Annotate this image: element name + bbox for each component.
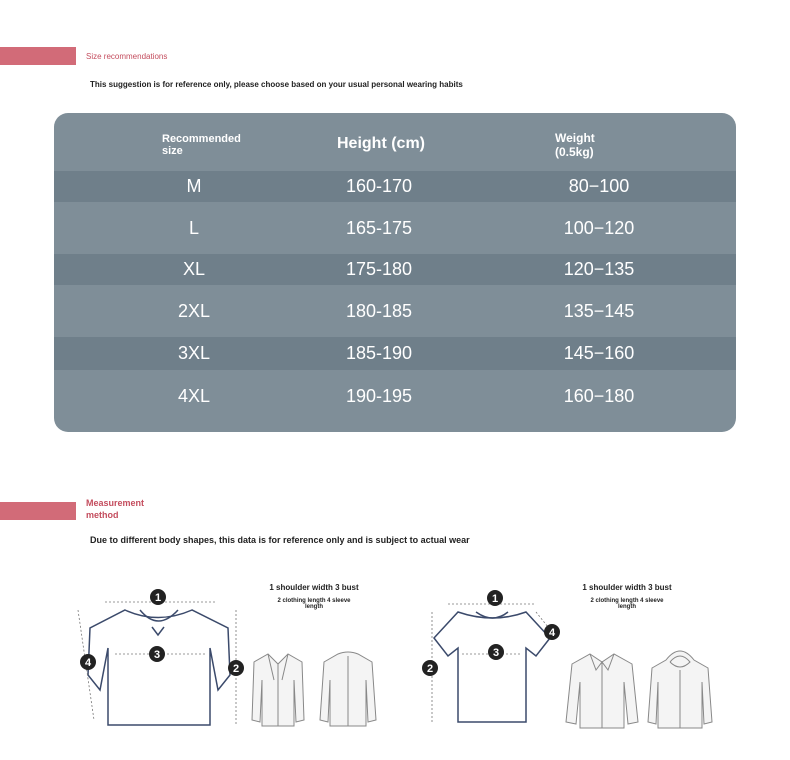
size-section-title: Size recommendations xyxy=(86,52,168,61)
size-cell: M xyxy=(186,176,202,196)
height-cell: 185-190 xyxy=(345,343,413,363)
height-cell: 180-185 xyxy=(345,300,413,321)
marker-2-icon xyxy=(228,660,244,676)
weight-cell: 160−180 xyxy=(563,385,635,406)
header-weight: Weight (0.5kg) xyxy=(555,131,595,159)
height-cell: 160-170 xyxy=(345,176,413,196)
svg-text:4: 4 xyxy=(548,627,556,639)
jacket-icon xyxy=(318,650,378,728)
shirt-icon xyxy=(562,650,642,730)
left-caption: 1 shoulder width 3 bust 2 clothing length 4 sleeve length xyxy=(269,583,359,610)
svg-text:2: 2 xyxy=(232,663,240,675)
weight-cell: 100−120 xyxy=(563,217,635,238)
table-header xyxy=(54,113,736,171)
svg-text:2: 2 xyxy=(426,663,434,675)
hoodie-icon xyxy=(646,646,714,730)
table-row xyxy=(54,285,736,337)
size-cell: XL xyxy=(182,259,206,279)
height-cell: 165-175 xyxy=(345,217,413,238)
svg-text:3: 3 xyxy=(153,649,161,661)
weight-cell: 145−160 xyxy=(563,343,635,363)
marker-1-icon xyxy=(150,589,166,605)
tshirt-measure-diagram xyxy=(418,590,558,730)
measure-section-note: Due to different body shapes, this data is for reference only and is subject to actual wear xyxy=(90,535,470,545)
size-cell: 2XL xyxy=(177,300,211,321)
height-cell: 175-180 xyxy=(345,259,413,279)
svg-text:4: 4 xyxy=(84,657,92,669)
weight-cell: 135−145 xyxy=(563,300,635,321)
svg-text:1: 1 xyxy=(154,592,162,604)
size-table xyxy=(54,113,736,432)
section-accent-bar xyxy=(0,502,76,520)
size-section-note: This suggestion is for reference only, please choose based on your usual personal wearing habits xyxy=(90,80,463,89)
marker-3-icon xyxy=(149,646,165,662)
svg-text:3: 3 xyxy=(492,647,500,659)
svg-text:1: 1 xyxy=(491,593,499,605)
table-row xyxy=(54,171,736,202)
table-row xyxy=(54,370,736,422)
size-cell: L xyxy=(188,217,199,238)
table-row xyxy=(54,254,736,285)
table-row xyxy=(54,337,736,370)
size-cell: 3XL xyxy=(177,343,211,363)
marker-4-icon xyxy=(80,654,96,670)
marker-3-icon xyxy=(488,644,504,660)
marker-4-icon xyxy=(544,624,560,640)
header-size: Recommended size xyxy=(162,133,241,157)
marker-2-icon xyxy=(422,660,438,676)
weight-cell: 80−100 xyxy=(568,176,630,196)
header-height: Height (cm) xyxy=(337,135,425,152)
height-cell: 190-195 xyxy=(345,385,413,406)
right-caption: 1 shoulder width 3 bust 2 clothing length 4 sleeve length xyxy=(582,583,672,610)
marker-1-icon xyxy=(487,590,503,606)
blazer-icon xyxy=(250,650,306,728)
measure-section-title: Measurement method xyxy=(86,498,145,520)
section-accent-bar xyxy=(0,47,76,65)
size-cell: 4XL xyxy=(177,385,211,406)
table-row xyxy=(54,202,736,254)
weight-cell: 120−135 xyxy=(563,259,635,279)
